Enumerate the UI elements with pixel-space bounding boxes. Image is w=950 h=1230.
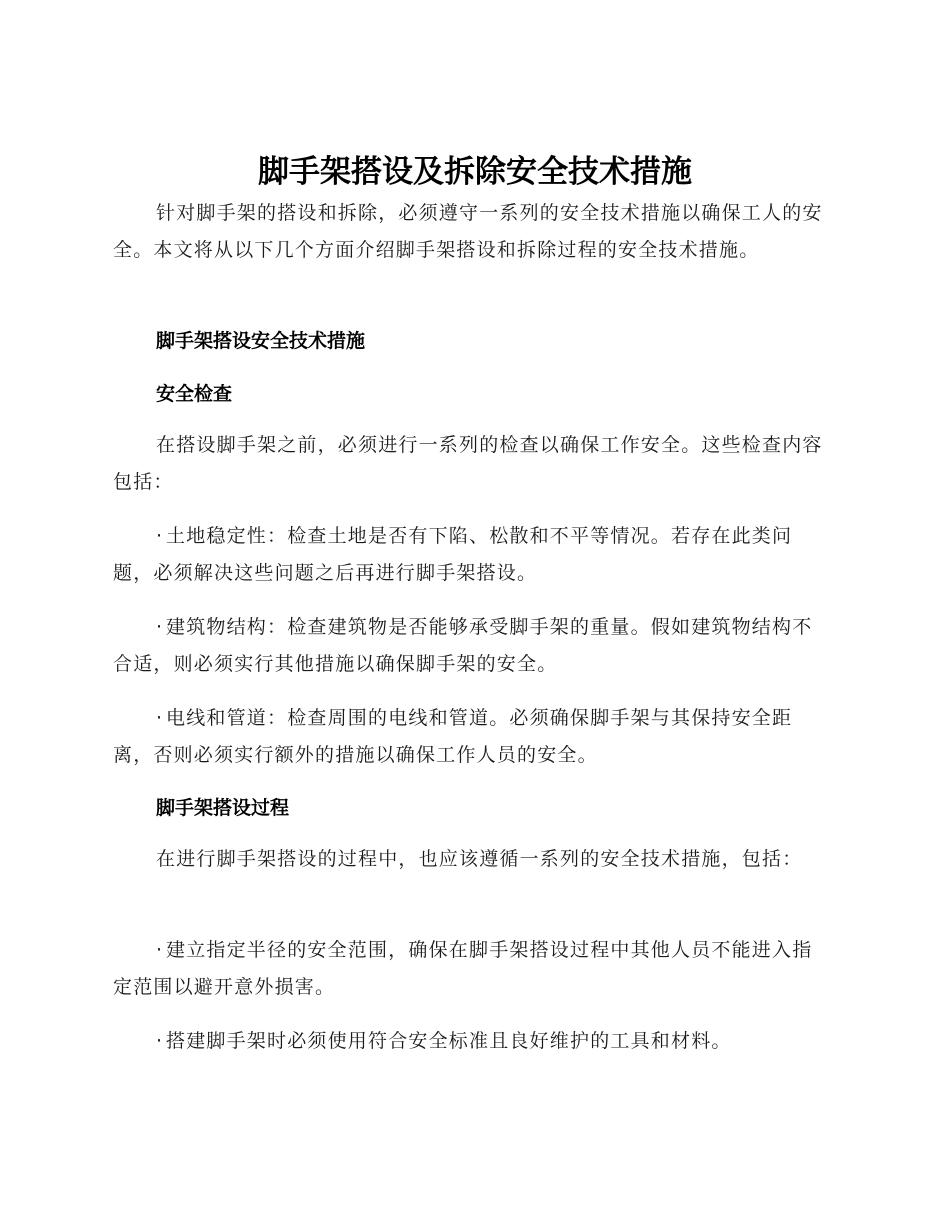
bullet-icon: · — [156, 1030, 163, 1052]
list-item-text: 土地稳定性：检查土地是否有下陷、松散和不平等情况。若存在此类问题，必须解决这些问题之后再进行脚手架搭设。 — [113, 525, 793, 584]
section-heading-erection-safety: 脚手架搭设安全技术措施 — [156, 330, 366, 352]
bullet-icon: · — [156, 525, 163, 547]
erection-process-intro: 在进行脚手架搭设的过程中，也应该遵循一系列的安全技术措施，包括： — [156, 848, 803, 870]
bullet-icon: · — [156, 707, 163, 729]
subsection-heading-safety-check: 安全检查 — [156, 383, 233, 405]
list-item-safety-zone — [113, 932, 831, 1006]
list-item-tools-materials — [113, 1023, 831, 1060]
list-item-wires-pipes — [113, 700, 831, 774]
bullet-icon: · — [156, 616, 163, 638]
subsection-heading-erection-process: 脚手架搭设过程 — [156, 797, 290, 819]
list-item-text: 搭建脚手架时必须使用符合安全标准且良好维护的工具和材料。 — [166, 1030, 732, 1052]
list-item-text: 建筑物结构：检查建筑物是否能够承受脚手架的重量。假如建筑物结构不合适，则必须实行其他措施以确保脚手架的安全。 — [113, 616, 813, 675]
list-item-text: 电线和管道：检查周围的电线和管道。必须确保脚手架与其保持安全距离，否则必须实行额外的措施以确保工作人员的安全。 — [113, 707, 793, 766]
safety-check-intro: 在搭设脚手架之前，必须进行一系列的检查以确保工作安全。这些检查内容包括： — [113, 434, 823, 493]
intro-paragraph: 针对脚手架的搭设和拆除，必须遵守一系列的安全技术措施以确保工人的安全。本文将从以下几个方面介绍脚手架搭设和拆除过程的安全技术措施。 — [113, 202, 823, 261]
list-item-building-structure — [113, 609, 831, 683]
list-item-text: 建立指定半径的安全范围，确保在脚手架搭设过程中其他人员不能进入指定范围以避开意外损害。 — [113, 939, 813, 998]
bullet-icon: · — [156, 939, 163, 961]
list-item-ground-stability — [113, 518, 831, 592]
document-title: 脚手架搭设及拆除安全技术措施 — [258, 154, 692, 190]
